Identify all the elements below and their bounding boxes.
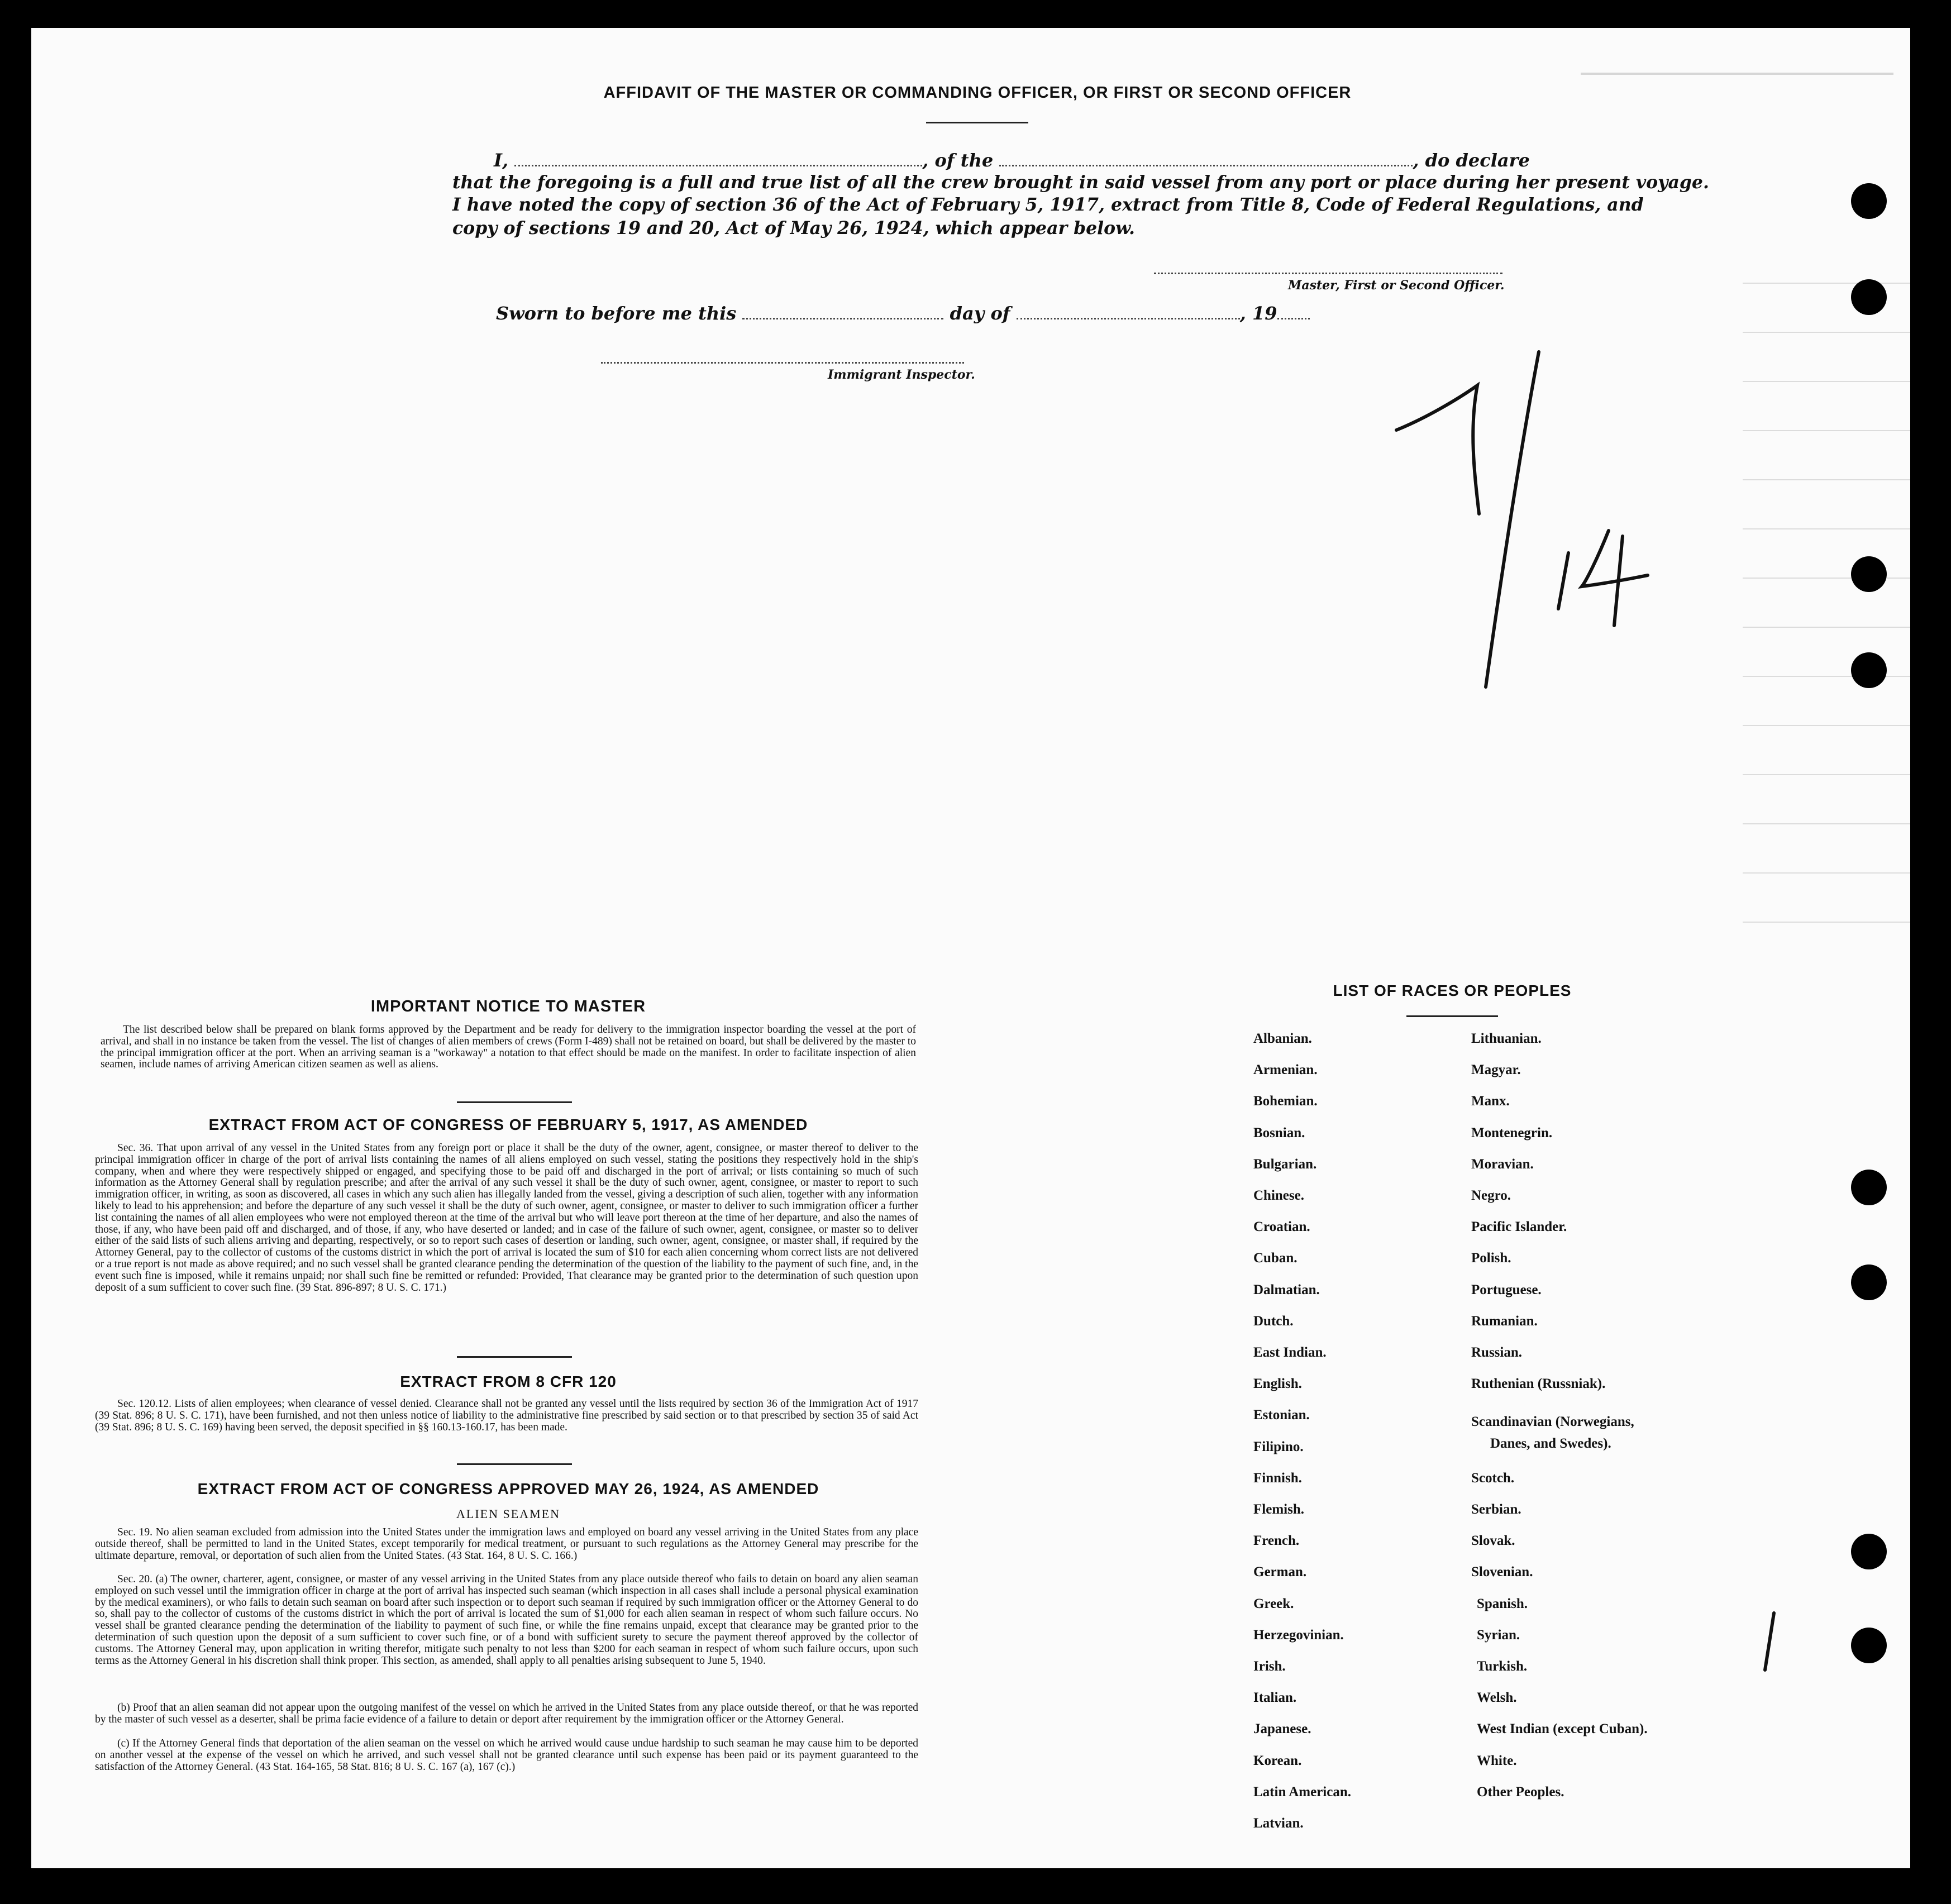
race-item: Russian. <box>1471 1345 1523 1360</box>
race-item: Croatian. <box>1253 1219 1310 1235</box>
scan-border-bottom <box>0 1868 1951 1904</box>
race-item: Estonian. <box>1253 1407 1310 1423</box>
race-item: Finnish. <box>1253 1470 1302 1486</box>
race-item: West Indian (except Cuban). <box>1477 1721 1648 1737</box>
bleed-through-columns <box>1743 235 1910 961</box>
race-item: East Indian. <box>1253 1345 1327 1360</box>
race-item: Syrian. <box>1477 1627 1520 1643</box>
race-item: French. <box>1253 1533 1300 1549</box>
race-item: Rumanian. <box>1471 1313 1538 1329</box>
race-item: Pacific Islander. <box>1471 1219 1567 1235</box>
scan-border-right <box>1910 0 1951 1904</box>
extract-cfr-divider <box>457 1463 572 1465</box>
race-item: Cuban. <box>1253 1251 1298 1266</box>
affidavit-line1-end: , do declare <box>1413 150 1530 171</box>
affidavit-title: AFFIDAVIT OF THE MASTER OR COMMANDING OFFICER, OR FIRST OR SECOND OFFICER <box>603 84 1352 102</box>
vessel-name-blank[interactable] <box>999 165 1413 166</box>
extract-1924-sec20b: (b) Proof that an alien seaman did not appear upon the outgoing manifest of the vessel on which he arrived in the United States from any place outside thereof, or that he was reported by the master of such vessel as a deserter, shall be prima facie evidence of a failure to detain or deport after requirement by the immigration officer or the Attorney General. <box>95 1702 918 1725</box>
race-item: Dalmatian. <box>1253 1282 1320 1297</box>
extract-cfr-text: Sec. 120.12. Lists of alien employees; when clearance of vessel denied. Clearance shall not be granted any vessel until the lists required by section 36 of the Immigration Act of 1917 (39 Stat. 896; 8 U. S. C. 171), have been furnished, and not then unless notice of liability to the administrative fine prescribed by said section or to that prescribed by section 35 of said Act (39 Stat. 896; 8 U. S. C. 169) having been served, the deposit specified in §§ 160.13-160.17, has been made. <box>95 1398 918 1433</box>
races-title: LIST OF RACES OR PEOPLES <box>1333 982 1572 999</box>
scan-border-top <box>0 0 1951 28</box>
race-item: Latvian. <box>1253 1816 1304 1831</box>
race-item: Albanian. <box>1253 1031 1312 1046</box>
master-signature-label: Master, First or Second Officer. <box>1288 278 1505 293</box>
race-item: Welsh. <box>1477 1690 1517 1706</box>
race-item: Slovak. <box>1471 1533 1515 1549</box>
race-item: Bulgarian. <box>1253 1156 1317 1172</box>
affidavit-line-3: I have noted the copy of section 36 of the Act of February 5, 1917, extract from Title 8, Code of Federal Regulations, and <box>452 194 1644 215</box>
sworn-end: , 19 <box>1239 303 1277 324</box>
race-item: Slovenian. <box>1471 1564 1533 1580</box>
race-item: Chinese. <box>1253 1188 1304 1203</box>
extract-1917-divider <box>457 1356 572 1358</box>
race-item: Portuguese. <box>1471 1282 1542 1297</box>
race-item: Ruthenian (Russniak). <box>1471 1376 1606 1392</box>
punch-hole-3 <box>1851 556 1887 592</box>
sworn-start: Sworn to before me this <box>496 303 737 324</box>
race-item: Montenegrin. <box>1471 1125 1553 1141</box>
race-item: Italian. <box>1253 1690 1297 1706</box>
race-item: Other Peoples. <box>1477 1784 1564 1800</box>
race-item: Magyar. <box>1471 1062 1521 1078</box>
punch-hole-7 <box>1851 1534 1887 1569</box>
affidavit-line-4: copy of sections 19 and 20, Act of May 26, 1924, which appear below. <box>452 218 1136 238</box>
sworn-mid: day of <box>950 303 1010 324</box>
race-item: Lithuanian. <box>1471 1031 1542 1046</box>
race-item: Spanish. <box>1477 1596 1528 1611</box>
races-title-rule <box>1406 1015 1498 1017</box>
affidavit-line-2: that the foregoing is a full and true list of all the crew brought in said vessel from any port or place during her present voyage. <box>452 172 1709 193</box>
punch-hole-2 <box>1851 279 1887 315</box>
sworn-year-blank[interactable] <box>1277 318 1310 319</box>
extract-1924-title: EXTRACT FROM ACT OF CONGRESS APPROVED MAY 26, 1924, AS AMENDED <box>197 1480 819 1497</box>
extract-cfr-title: EXTRACT FROM 8 CFR 120 <box>400 1373 617 1390</box>
race-item: Irish. <box>1253 1659 1286 1674</box>
sworn-day-blank[interactable] <box>742 318 943 319</box>
race-item: Dutch. <box>1253 1313 1294 1329</box>
punch-hole-1 <box>1851 183 1887 219</box>
race-item: Serbian. <box>1471 1502 1521 1517</box>
handwritten-page-number <box>1385 346 1698 704</box>
punch-hole-4 <box>1851 652 1887 688</box>
sworn-line <box>496 303 1310 324</box>
race-item: Bosnian. <box>1253 1125 1305 1141</box>
extract-1917-text: Sec. 36. That upon arrival of any vessel in the United States from any foreign port or place it shall be the duty of the owner, agent, consignee, or master thereof to deliver to the principal immigration officer in charge of the port of arrival lists containing the names of all aliens employed on such vessel, stating the positions they respectively hold in the ship's company, when and where they were respectively shipped or engaged, and specifying those to be paid off and discharged in the port of arrival; or lists containing so much of such information as the Attorney General shall by regulation prescribe; and after the arrival of any such vessel it shall be the duty of such owner, agent, consignee, or master to report to such immigration officer, in writing, as soon as discovered, all cases in which any such alien has illegally landed from the vessel, giving a description of such alien, together with any information likely to lead to his apprehension; and before the departure of any such vessel it shall be the duty of such owner, agent, consignee, or master to deliver to such immigration officer a further list containing the names of all alien employees who were not employed thereon at the time of the arrival but who will leave port thereon at the time of her departure, and also the names of those, if any, who have been paid off and discharged, and of those, if any, who have deserted or landed; and in case of the failure of such owner, agent, consignee, or master so to deliver either of the said lists of such aliens arriving and departing, respectively, or so to report such cases of desertion or landing, such owner, agent, consignee, or master shall, if required by the Attorney General, pay to the collector of customs of the customs district in which the port of arrival is located the sum of $10 for each alien concerning whom correct lists are not delivered or a true report is not made as above required; and no such vessel shall be granted clearance pending the determination of the question of the liability to the payment of such fine, and, in the event such fine is imposed, while it remains unpaid; nor shall such fine be remitted or refunded: Provided, That clearance may be granted prior to the determination of such question upon deposit of a sum sufficient to cover such fine. (39 Stat. 896-897; 8 U. S. C. 171.) <box>95 1142 918 1294</box>
scan-border-left <box>0 0 31 1904</box>
punch-hole-6 <box>1851 1264 1887 1300</box>
affidavit-title-rule <box>926 122 1028 123</box>
race-item: Japanese. <box>1253 1721 1311 1737</box>
inspector-signature-line[interactable] <box>601 362 964 364</box>
race-item: Armenian. <box>1253 1062 1318 1078</box>
race-item: Herzegovinian. <box>1253 1627 1344 1643</box>
race-item: Polish. <box>1471 1251 1511 1266</box>
affidavit-line1-mid: , of the <box>922 150 994 171</box>
master-signature-line[interactable] <box>1154 273 1502 274</box>
handwritten-margin-mark <box>1758 1609 1781 1676</box>
race-item: English. <box>1253 1376 1302 1392</box>
extract-1917-title: EXTRACT FROM ACT OF CONGRESS OF FEBRUARY 5, 1917, AS AMENDED <box>208 1116 808 1133</box>
notice-divider <box>457 1101 572 1103</box>
sworn-month-blank[interactable] <box>1017 318 1240 319</box>
inspector-signature-label: Immigrant Inspector. <box>828 368 975 382</box>
bleed-through-header <box>1581 73 1893 97</box>
punch-hole-5 <box>1851 1170 1887 1205</box>
affidavit-line-1 <box>494 150 1530 171</box>
race-item: White. <box>1477 1753 1517 1768</box>
race-item: German. <box>1253 1564 1307 1580</box>
handwritten-margin-mark-stroke <box>1758 1609 1781 1676</box>
race-item: Korean. <box>1253 1753 1302 1768</box>
race-item: Filipino. <box>1253 1439 1304 1454</box>
race-item: Flemish. <box>1253 1502 1304 1517</box>
race-item: Moravian. <box>1471 1156 1534 1172</box>
punch-hole-8 <box>1851 1628 1887 1663</box>
race-item: Scotch. <box>1471 1470 1515 1486</box>
extract-1924-sec19: Sec. 19. No alien seaman excluded from admission into the United States under the immigration laws and employed on board any vessel arriving in the United States from any place outside thereof, shall be permitted to land in the United States, except temporarily for medical treatment, or pursuant to such regulations as the Attorney General may prescribe for the ultimate departure, removal, or deportation of such alien from the United States. (43 Stat. 164, 8 U. S. C. 166.) <box>95 1526 918 1562</box>
race-item: Danes, and Swedes). <box>1490 1435 1611 1451</box>
notice-title: IMPORTANT NOTICE TO MASTER <box>370 998 646 1015</box>
extract-1924-subtitle: ALIEN SEAMEN <box>456 1507 560 1521</box>
extract-1924-sec20a: Sec. 20. (a) The owner, charterer, agent, consignee, or master of any vessel arriving in the United States from any place outside thereof who fails to detain on board any alien seaman employed on such vessel until the immigration officer in charge at the port of arrival has inspected such seaman (which inspection in all cases shall include a personal physical examination by the medical examiners), or who fails to detain such seaman on board after such inspection or to deport such seaman if required by such immigration officer or the Attorney General to do so, shall pay to the collector of customs of the customs district in which the port of arrival is located the sum of $1,000 for each alien seaman in respect of whom such failure occurs. No vessel shall be granted clearance pending the determination of the liability to payment of such fine, or while the fine remains unpaid, except that clearance may be granted prior to the determination of such question upon the deposit of a sum sufficient to cover such fine, or of a bond with sufficient surety to secure the payment thereof approved by the collector of customs. The Attorney General may, upon application in writing therefor, mitigate such penalty to not less than $200 for each seaman in respect of whom such failure occurs, upon such terms as the Attorney General in his discretion shall think proper. This section, as amended, shall apply to all penalties arising subsequent to June 5, 1940. <box>95 1573 918 1667</box>
extract-1924-sec20c: (c) If the Attorney General finds that deportation of the alien seaman on the vessel on which he arrived would cause undue hardship to such seaman he may cause him to be deported on another vessel at the expense of the vessel on which he arrived, and such vessel shall not be granted clearance until such expense has been paid or its payment guaranteed to the satisfaction of the Attorney General. (43 Stat. 164-165, 58 Stat. 816; 8 U. S. C. 167 (a), 167 (c).) <box>95 1738 918 1773</box>
race-item: Scandinavian (Norwegians, <box>1471 1414 1634 1429</box>
notice-text: The list described below shall be prepared on blank forms approved by the Department and be ready for delivery to the immigration inspector boarding the vessel at the port of arrival, and shall in no instance be taken from the vessel. The list of changes of alien members of crews (Form I-489) shall not be retained on board, but shall be delivered by the master to the principal immigration officer at the port. When an arriving seaman is a "workaway" a notation to that effect should be made on the manifest. In order to facilitate inspection of alien seamen, include names of arriving American citizen seamen as well as aliens. <box>101 1024 916 1071</box>
race-item: Greek. <box>1253 1596 1294 1611</box>
race-item: Manx. <box>1471 1094 1510 1109</box>
race-item: Latin American. <box>1253 1784 1351 1800</box>
affidavit-line1-start: I, <box>494 150 509 171</box>
race-item: Bohemian. <box>1253 1094 1318 1109</box>
race-item: Turkish. <box>1477 1659 1528 1674</box>
race-item: Negro. <box>1471 1188 1511 1203</box>
handwritten-page-number-strokes <box>1385 346 1698 704</box>
master-name-blank[interactable] <box>514 165 922 166</box>
